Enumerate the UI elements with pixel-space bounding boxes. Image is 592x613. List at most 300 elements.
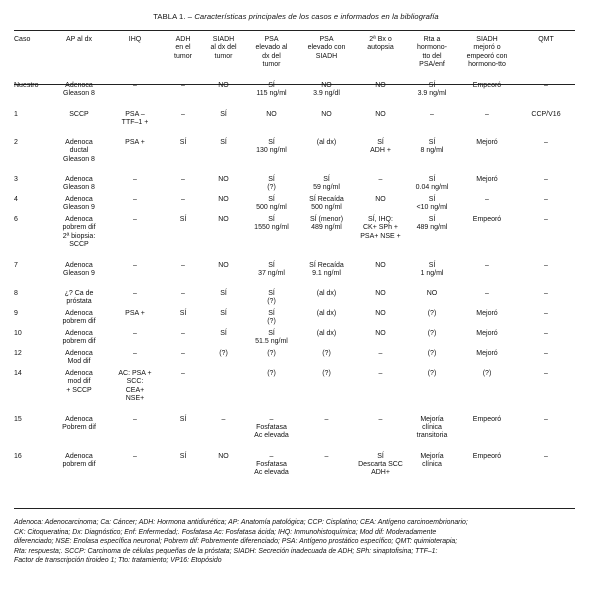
table-cell bbox=[14, 310, 51, 330]
cell-line: SÍ bbox=[268, 82, 275, 89]
table-cell bbox=[203, 416, 244, 453]
table-cell bbox=[163, 330, 203, 350]
cell-line: SÍ bbox=[428, 82, 436, 89]
table-cell bbox=[107, 290, 163, 310]
cell-line: NO bbox=[218, 261, 229, 269]
cell-line: 3.9 ng/dl bbox=[313, 90, 340, 98]
table-cell bbox=[354, 176, 407, 196]
table-cell bbox=[107, 416, 163, 453]
table-cell bbox=[51, 370, 107, 416]
table-cell bbox=[163, 370, 203, 416]
cell-line: – bbox=[544, 370, 548, 377]
cell-line: SÍ bbox=[323, 176, 330, 183]
cell-line: SÍ bbox=[268, 196, 275, 203]
column-header bbox=[407, 32, 457, 82]
cell-line: Gleason 9 bbox=[63, 204, 95, 212]
table-title-lead: TABLA 1. – bbox=[153, 12, 193, 21]
table-cell bbox=[107, 310, 163, 330]
cell-line: ADH bbox=[175, 36, 191, 43]
cell-line: Adenoca bbox=[65, 216, 93, 223]
table-cell bbox=[517, 111, 575, 140]
cell-line: 16 bbox=[14, 452, 22, 460]
cell-line: hormono-tto bbox=[468, 60, 506, 68]
cell-line: Adenoca bbox=[65, 452, 93, 460]
table-cell bbox=[299, 139, 354, 176]
cell-line: – bbox=[133, 82, 137, 89]
cell-line: (?) bbox=[219, 350, 228, 357]
table-cell bbox=[51, 176, 107, 196]
cell-line: Ac elevada bbox=[254, 469, 289, 477]
cell-line: SÍ bbox=[428, 176, 436, 183]
cell-line: – bbox=[181, 196, 185, 203]
cell-line: clínica bbox=[422, 423, 442, 431]
table-cell bbox=[517, 262, 575, 291]
cell-line: 7 bbox=[14, 261, 18, 269]
table-cell bbox=[14, 416, 51, 453]
table-cell bbox=[51, 82, 107, 111]
cell-line: Gleason 8 bbox=[63, 90, 95, 98]
cell-line: mejoró o bbox=[473, 44, 501, 52]
cell-line: NO bbox=[375, 290, 386, 297]
cell-line: – bbox=[544, 216, 548, 223]
cell-line: 130 ng/ml bbox=[256, 147, 287, 155]
cell-line: SÍ bbox=[220, 290, 227, 297]
cell-line: SÍ bbox=[268, 290, 275, 297]
cell-line: – bbox=[544, 452, 548, 460]
table-cell bbox=[517, 82, 575, 111]
table-cell bbox=[299, 453, 354, 490]
cell-line: 1550 ng/ml bbox=[254, 224, 289, 232]
table-cell bbox=[457, 416, 517, 453]
cell-line: – bbox=[133, 290, 137, 297]
cell-line: Fosfatasa bbox=[256, 423, 287, 431]
cell-line: SÍ bbox=[268, 330, 275, 337]
table-row bbox=[14, 330, 575, 350]
cell-line: NO bbox=[321, 82, 332, 89]
table-cell bbox=[457, 176, 517, 196]
cell-line: Empeoró bbox=[472, 415, 502, 423]
cell-line: 2ª biopsia: bbox=[62, 232, 96, 240]
cell-line: clínica bbox=[422, 460, 442, 468]
table-cell bbox=[354, 453, 407, 490]
cell-line: – bbox=[181, 350, 185, 357]
cell-line: – bbox=[544, 139, 548, 146]
cell-line: Gleason 9 bbox=[63, 269, 95, 277]
cell-line: Adenoca bbox=[65, 370, 93, 377]
cell-line: SÍ bbox=[428, 196, 436, 203]
cell-line: – bbox=[544, 415, 548, 423]
table-cell bbox=[299, 290, 354, 310]
table-cell bbox=[14, 330, 51, 350]
cell-line: – bbox=[378, 415, 383, 423]
table-cell bbox=[51, 196, 107, 216]
table-cell bbox=[299, 82, 354, 111]
footnote-line: CK: Citoqueratina; Dx: Diagnóstico; Enf: Enfermedad;. Fosfatasa Ac: Fosfatasa ácida; IHQ: Inmunohistoquímica; Mod dif: Moderadamente bbox=[14, 528, 437, 536]
table-cell bbox=[51, 310, 107, 330]
table-cell bbox=[163, 111, 203, 140]
cell-line: PSA + bbox=[125, 139, 145, 146]
cell-line: – bbox=[181, 370, 185, 377]
cell-line: – bbox=[181, 82, 185, 89]
cell-line: SÍ bbox=[377, 139, 384, 146]
cell-line: – bbox=[324, 415, 329, 423]
cell-line: (?) bbox=[267, 318, 276, 326]
cell-line: Mod dif bbox=[67, 358, 91, 366]
table-cell bbox=[354, 82, 407, 111]
cell-line: Adenoca bbox=[65, 261, 93, 269]
table-cell bbox=[299, 330, 354, 350]
table-cell bbox=[407, 216, 457, 262]
cell-line: – bbox=[133, 330, 137, 337]
table-cell bbox=[517, 350, 575, 370]
cell-line: (al dx) bbox=[316, 330, 337, 337]
table-cell bbox=[107, 216, 163, 262]
cell-line: pobrem dif bbox=[62, 318, 96, 326]
cell-line: Adenoca bbox=[65, 330, 93, 337]
cell-line: NSE+ bbox=[125, 394, 145, 402]
cell-line: AP al dx bbox=[66, 36, 92, 43]
cell-line: SÍ (menor) bbox=[309, 216, 344, 223]
cell-line: 10 bbox=[14, 330, 22, 337]
cell-line: tto del bbox=[422, 52, 442, 60]
table-cell bbox=[14, 216, 51, 262]
cell-line: SCCP bbox=[69, 110, 89, 118]
cell-line: NO bbox=[426, 290, 438, 297]
table-cell bbox=[51, 111, 107, 140]
cell-line: Adenoca bbox=[65, 176, 93, 183]
table-cell bbox=[107, 111, 163, 140]
table-cell bbox=[203, 196, 244, 216]
table-cell bbox=[354, 196, 407, 216]
table-cell bbox=[51, 139, 107, 176]
cell-line: tumor bbox=[174, 52, 192, 60]
cell-line: (al dx) bbox=[316, 290, 337, 297]
cell-line: – bbox=[133, 261, 137, 269]
cell-line: – bbox=[544, 82, 548, 89]
table-cell bbox=[244, 453, 299, 490]
column-header bbox=[517, 32, 575, 82]
cell-line: Descarta SCC bbox=[358, 460, 403, 468]
cell-line: Mejoró bbox=[476, 350, 498, 357]
column-header bbox=[244, 32, 299, 82]
table-cell bbox=[203, 176, 244, 196]
cell-line: – bbox=[181, 176, 185, 183]
table-cell bbox=[407, 196, 457, 216]
footnote-line: Rta: respuesta;. SCCP: Carcinoma de células pequeñas de la próstata; SIADH: Secreción inadecuada de ADH; SPh: sinaptofisina; TTF–1: bbox=[14, 547, 438, 555]
cell-line: CCP/V16 bbox=[531, 110, 561, 118]
table-row bbox=[14, 111, 575, 140]
cell-line: NO bbox=[375, 196, 386, 203]
cell-line: (?) bbox=[322, 350, 331, 357]
cell-line: pobrem dif bbox=[62, 224, 96, 232]
cell-line: CK+ SPh + bbox=[362, 224, 399, 232]
table-cell bbox=[457, 453, 517, 490]
table-cell bbox=[354, 330, 407, 350]
table-cell bbox=[163, 176, 203, 196]
cell-line: SÍ bbox=[220, 110, 227, 118]
table-cell bbox=[407, 310, 457, 330]
table-cell bbox=[163, 139, 203, 176]
cell-line: NO bbox=[218, 216, 229, 223]
cell-line: 15 bbox=[14, 415, 22, 423]
cell-line: NO bbox=[218, 176, 229, 183]
cell-line: TTF–1 + bbox=[121, 118, 149, 126]
table-cell bbox=[354, 370, 407, 416]
table-cell bbox=[299, 262, 354, 291]
cell-line: – bbox=[485, 290, 489, 297]
table-cell bbox=[517, 310, 575, 330]
cell-line: – bbox=[324, 452, 329, 460]
table-cell bbox=[107, 82, 163, 111]
cell-line: 3 bbox=[14, 176, 18, 183]
table-cell bbox=[517, 176, 575, 196]
table-cell bbox=[407, 262, 457, 291]
table-cell bbox=[354, 310, 407, 330]
cell-line: 4 bbox=[14, 196, 18, 203]
table-cell bbox=[163, 350, 203, 370]
table-cell bbox=[517, 416, 575, 453]
cell-line: SÍ bbox=[268, 310, 275, 317]
cell-line: NO bbox=[375, 110, 386, 118]
cell-line: 12 bbox=[14, 350, 22, 357]
table-row bbox=[14, 196, 575, 216]
cell-line: SÍ bbox=[220, 310, 227, 317]
column-header bbox=[299, 32, 354, 82]
table-title bbox=[0, 12, 592, 21]
table-cell bbox=[51, 350, 107, 370]
table-cell bbox=[244, 330, 299, 350]
table-cell bbox=[244, 350, 299, 370]
cell-line: SCCP bbox=[69, 240, 89, 248]
cell-line: 9 bbox=[14, 310, 18, 317]
cell-line: (?) bbox=[267, 298, 276, 306]
cell-line: – bbox=[485, 110, 489, 118]
cell-line: – bbox=[430, 110, 434, 118]
table-cell bbox=[244, 111, 299, 140]
cell-line: Rta a bbox=[423, 36, 441, 43]
cell-line: NO bbox=[375, 330, 386, 337]
table-cell bbox=[407, 176, 457, 196]
table-cell bbox=[299, 196, 354, 216]
cell-line: 6 bbox=[14, 216, 18, 223]
table-row bbox=[14, 453, 575, 490]
table-cell bbox=[163, 196, 203, 216]
table-row bbox=[14, 416, 575, 453]
cell-line: (?) bbox=[427, 330, 437, 337]
footnote-line: diferenciado; NSE: Enolasa específica neuronal; Pobrem dif: Pobremente diferenciado; PSA: Antígeno prostático específico; QMT: quimioterapia; bbox=[14, 538, 458, 546]
table-cell bbox=[107, 330, 163, 350]
table-cell bbox=[244, 216, 299, 262]
cell-line: + SCCP bbox=[66, 386, 92, 394]
table-cell bbox=[244, 139, 299, 176]
cell-line: 8 bbox=[14, 290, 18, 297]
cell-line: – bbox=[544, 350, 548, 357]
table-cell bbox=[517, 453, 575, 490]
table-row bbox=[14, 139, 575, 176]
table-cell bbox=[299, 416, 354, 453]
table-cell bbox=[457, 82, 517, 111]
cell-line: – bbox=[544, 290, 548, 297]
table-cell bbox=[244, 370, 299, 416]
cell-line: transitoria bbox=[416, 432, 448, 440]
cell-line: QMT bbox=[538, 36, 554, 43]
table-cell bbox=[163, 310, 203, 330]
table-cell bbox=[407, 330, 457, 350]
table-cell bbox=[14, 111, 51, 140]
cell-line: – bbox=[544, 330, 548, 337]
table-cell bbox=[51, 453, 107, 490]
cell-line: 500 ng/ml bbox=[311, 204, 342, 212]
table-cell bbox=[14, 262, 51, 291]
cell-line: SÍ, IHQ: bbox=[368, 216, 393, 223]
cell-line: 51.5 ng/ml bbox=[255, 338, 288, 346]
table-cell bbox=[407, 350, 457, 370]
cell-line: Mejoró bbox=[476, 310, 498, 317]
table-cell bbox=[244, 82, 299, 111]
cell-line: – bbox=[485, 261, 489, 269]
cell-line: 0.04 ng/ml bbox=[415, 184, 449, 192]
table-header-row bbox=[14, 32, 575, 82]
cell-line: tumor bbox=[262, 60, 281, 68]
cell-line: PSA bbox=[319, 36, 334, 43]
table-cell bbox=[457, 111, 517, 140]
cell-line: PSA – bbox=[125, 110, 145, 118]
table-cell bbox=[107, 262, 163, 291]
table-cell bbox=[354, 350, 407, 370]
cell-line: (al dx) bbox=[316, 139, 337, 146]
table-cell bbox=[457, 330, 517, 350]
table-cell bbox=[203, 139, 244, 176]
table-cell bbox=[163, 453, 203, 490]
cell-line: 489 ng/ml bbox=[416, 224, 448, 232]
table-cell bbox=[14, 176, 51, 196]
cell-line: NO bbox=[375, 261, 386, 269]
cell-line: ADH+ bbox=[371, 469, 390, 477]
table-row bbox=[14, 290, 575, 310]
column-header bbox=[203, 32, 244, 82]
table-cell bbox=[299, 216, 354, 262]
table-body bbox=[14, 82, 575, 490]
column-header bbox=[14, 32, 51, 82]
cell-line: Mejoró bbox=[476, 176, 498, 183]
cell-line: (?) bbox=[322, 370, 331, 377]
column-header bbox=[163, 32, 203, 82]
cell-line: ductal bbox=[69, 147, 89, 155]
table-cell bbox=[299, 176, 354, 196]
cell-line: 500 ng/ml bbox=[256, 204, 287, 212]
cell-line: SÍ bbox=[428, 139, 436, 146]
cell-line: – bbox=[378, 370, 383, 377]
table-row bbox=[14, 350, 575, 370]
table-cell bbox=[14, 290, 51, 310]
cell-line: SÍ bbox=[268, 261, 275, 269]
cell-line: – bbox=[544, 196, 548, 203]
cell-line: SÍ bbox=[179, 216, 187, 223]
table-cell bbox=[244, 176, 299, 196]
column-header bbox=[354, 32, 407, 82]
cell-line: NO bbox=[218, 452, 229, 460]
table-cell bbox=[407, 111, 457, 140]
table-cell bbox=[107, 350, 163, 370]
table-cell bbox=[407, 290, 457, 310]
cell-line: <10 ng/ml bbox=[416, 204, 448, 212]
table-cell bbox=[14, 350, 51, 370]
cell-line: ¿? Ca de bbox=[64, 290, 94, 297]
cases-table bbox=[14, 32, 575, 490]
cell-line: Adenoca bbox=[65, 196, 93, 203]
table-cell bbox=[203, 262, 244, 291]
cell-line: al dx del bbox=[210, 44, 237, 52]
table-top-rule bbox=[14, 30, 575, 31]
footnote-line: Adenoca: Adenocarcinoma; Ca: Cáncer; ADH: Hormona antidiurética; AP: Anatomía patológica; CCP: Cisplatino; CEA: Antígeno carcinoembrionario; bbox=[14, 519, 468, 526]
table-cell bbox=[457, 370, 517, 416]
cell-line: elevado con bbox=[307, 44, 346, 52]
table-cell bbox=[163, 416, 203, 453]
cell-line: elevado al bbox=[255, 44, 288, 52]
cell-line: autopsia bbox=[367, 44, 394, 52]
cell-line: SCC: bbox=[126, 378, 144, 386]
cell-line: Fosfatasa bbox=[256, 460, 287, 468]
table-cell bbox=[457, 262, 517, 291]
cell-line: Adenoca bbox=[65, 415, 93, 423]
cell-line: SÍ Recaída bbox=[309, 261, 344, 269]
cell-line: – bbox=[269, 415, 274, 423]
table-bottom-rule bbox=[14, 508, 575, 509]
table-cell bbox=[163, 216, 203, 262]
cell-line: – bbox=[133, 452, 137, 460]
table-cell bbox=[354, 139, 407, 176]
cell-line: Gleason 8 bbox=[63, 155, 95, 163]
cell-line: – bbox=[133, 176, 137, 183]
table-cell bbox=[107, 370, 163, 416]
cell-line: AC: PSA + bbox=[118, 370, 152, 377]
cell-line: NO bbox=[266, 110, 277, 118]
cell-line: – bbox=[269, 452, 274, 460]
cell-line: (?) bbox=[267, 370, 276, 377]
cell-line: (?) bbox=[267, 184, 276, 192]
cell-line: en el bbox=[175, 44, 191, 52]
cell-line: Ac elevada bbox=[254, 432, 289, 440]
cell-line: Mejoría bbox=[420, 415, 444, 423]
cell-line: tumor bbox=[214, 52, 233, 60]
cell-line: 14 bbox=[14, 370, 22, 377]
cell-line: – bbox=[544, 176, 548, 183]
table-cell bbox=[203, 330, 244, 350]
cell-line: SÍ bbox=[268, 176, 275, 183]
table-cell bbox=[14, 453, 51, 490]
table-cell bbox=[457, 139, 517, 176]
cell-line: dx del bbox=[262, 52, 281, 60]
cell-line: Empeoró bbox=[472, 82, 502, 89]
cell-line: (?) bbox=[427, 370, 437, 377]
cell-line: – bbox=[133, 350, 137, 357]
cell-line: Pobrem dif bbox=[62, 423, 96, 431]
cell-line: SÍ Recaída bbox=[309, 196, 344, 203]
cell-line: PSA/enf bbox=[419, 60, 445, 68]
table-cell bbox=[354, 111, 407, 140]
table-cell bbox=[51, 416, 107, 453]
cell-line: NO bbox=[375, 310, 386, 317]
cell-line: 1 bbox=[14, 110, 18, 118]
cell-line: SIADH bbox=[212, 36, 235, 43]
table-cell bbox=[163, 82, 203, 111]
cell-line: empeoró con bbox=[466, 52, 508, 60]
cell-line: mod dif bbox=[67, 378, 91, 386]
cell-line: 8 ng/ml bbox=[420, 147, 444, 155]
cell-line: PSA+ NSE + bbox=[360, 232, 401, 240]
cell-line: 3.9 ng/ml bbox=[417, 90, 447, 98]
table-cell bbox=[244, 196, 299, 216]
